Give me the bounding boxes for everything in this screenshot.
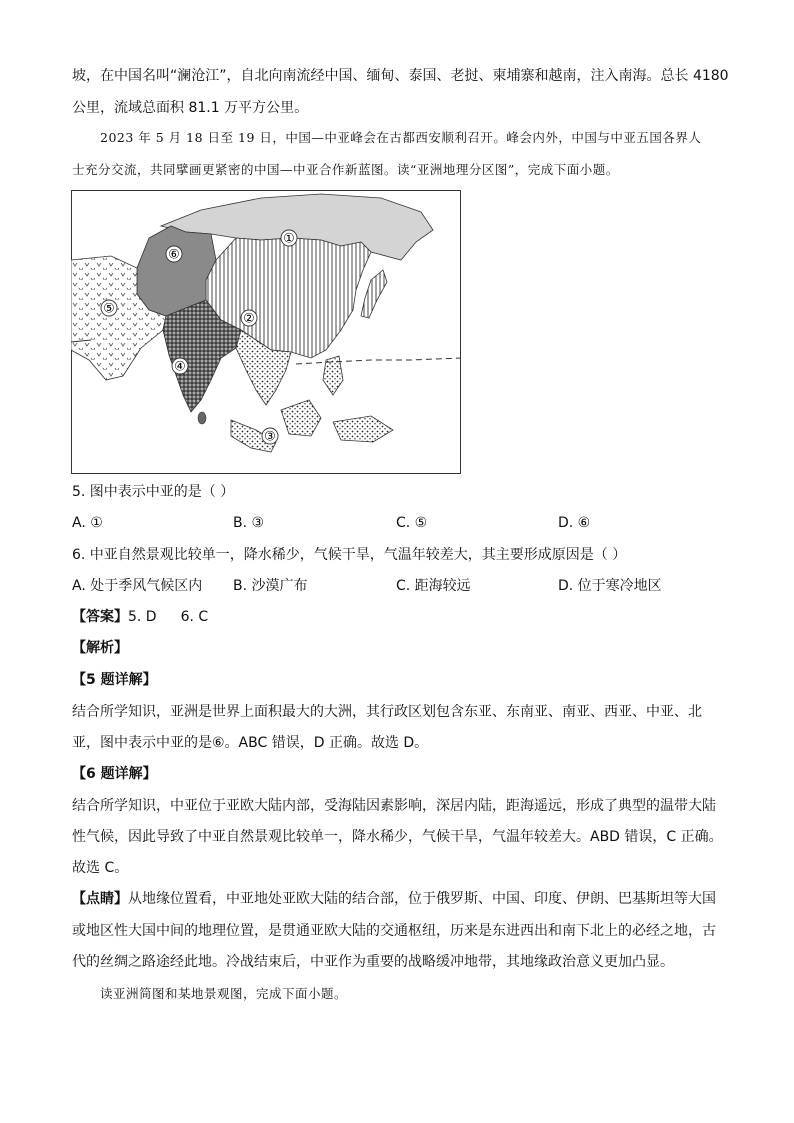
map-label-3	[262, 428, 278, 445]
intro-line-2: 公里，流域总面积 81.1 万平方公里。	[72, 100, 309, 116]
q5-option-d[interactable]: D. ⑥	[558, 515, 591, 531]
point-line-1	[72, 889, 716, 909]
answer-row	[72, 607, 208, 627]
map-label-2	[241, 310, 257, 327]
context-line-2: 士充分交流，共同擘画更紧密的中国—中亚合作新蓝图。读“亚洲地理分区图”，完成下面小题。	[72, 162, 619, 177]
q5-option-c[interactable]: C. ⑤	[396, 515, 428, 531]
detail5-line-1: 结合所学知识，亚洲是世界上面积最大的大洲，其行政区划包含东亚、东南亚、南亚、西亚、中亚、北	[72, 704, 702, 720]
q6-stem: 6. 中亚自然景观比较单一，降水稀少，气候干旱，气温年较差大，其主要形成原因是（ ）	[72, 547, 627, 563]
svg-text:②: ②	[243, 311, 255, 327]
point-line-3: 代的丝绸之路途经此地。冷战结束后，中亚作为重要的战略缓冲地带，其地缘政治意义更加凸显。	[72, 954, 674, 970]
detail6-label: 【6 题详解】	[72, 766, 157, 782]
svg-text:⑤: ⑤	[103, 301, 115, 317]
detail6-line-2: 性气候，因此导致了中亚自然景观比较单一，降水稀少，气候干旱，气温年较差大。ABD 错误，C 正确。	[72, 829, 723, 845]
map-label-4	[172, 358, 188, 375]
svg-text:③: ③	[264, 429, 276, 445]
point-line-2: 或地区性大国中间的地理位置，是贯通亚欧大陆的交通枢纽，历来是东进西出和南下北上的必经之地，古	[72, 923, 716, 939]
q5-stem: 5. 图中表示中亚的是（ ）	[72, 484, 235, 500]
analysis-label: 【解析】	[72, 640, 128, 656]
q6-option-d[interactable]: D. 位于寒冷地区	[558, 578, 662, 594]
detail5-label: 【5 题详解】	[72, 672, 157, 688]
next-intro: 读亚洲简图和某地景观图，完成下面小题。	[100, 986, 348, 1001]
svg-text:⑥: ⑥	[168, 247, 180, 263]
map-label-1	[281, 230, 297, 247]
q5-option-a[interactable]: A. ①	[72, 515, 103, 531]
answer-6: 6. C	[180, 609, 209, 625]
svg-text:①: ①	[283, 231, 295, 247]
detail5-line-2: 亚，图中表示中亚的是⑥。ABC 错误，D 正确。故选 D。	[72, 735, 429, 751]
island-sri-lanka	[198, 412, 206, 424]
answer-5: 5. D	[128, 609, 157, 625]
intro-line-1: 坡，在中国名叫“澜沧江”，自北向南流经中国、缅甸、泰国、老挝、柬埔寨和越南，注入南海。总长 4180	[72, 68, 729, 84]
q5-option-b[interactable]: B. ③	[233, 515, 265, 531]
svg-text:④: ④	[174, 359, 186, 375]
point-text-1: 从地缘位置看，中亚地处亚欧大陆的结合部，位于俄罗斯、中国、印度、伊朗、巴基斯坦等大国	[128, 891, 716, 907]
detail6-line-1: 结合所学知识，中亚位于亚欧大陆内部，受海陆因素影响，深居内陆，距海遥远，形成了典型的温带大陆	[72, 798, 716, 814]
q6-option-a[interactable]: A. 处于季风气候区内	[72, 578, 203, 594]
q6-option-c[interactable]: C. 距海较远	[396, 578, 471, 594]
map-label-5	[101, 300, 117, 317]
detail6-line-3: 故选 C。	[72, 860, 129, 876]
asia-region-map	[71, 190, 461, 474]
map-label-6	[166, 246, 182, 263]
context-line-1: 2023 年 5 月 18 日至 19 日，中国—中亚峰会在古都西安顺利召开。峰会内外，中国与中亚五国各界人	[100, 130, 702, 145]
answer-label: 【答案】	[72, 609, 128, 625]
point-label: 【点睛】	[72, 891, 128, 907]
q6-option-b[interactable]: B. 沙漠广布	[233, 578, 308, 594]
